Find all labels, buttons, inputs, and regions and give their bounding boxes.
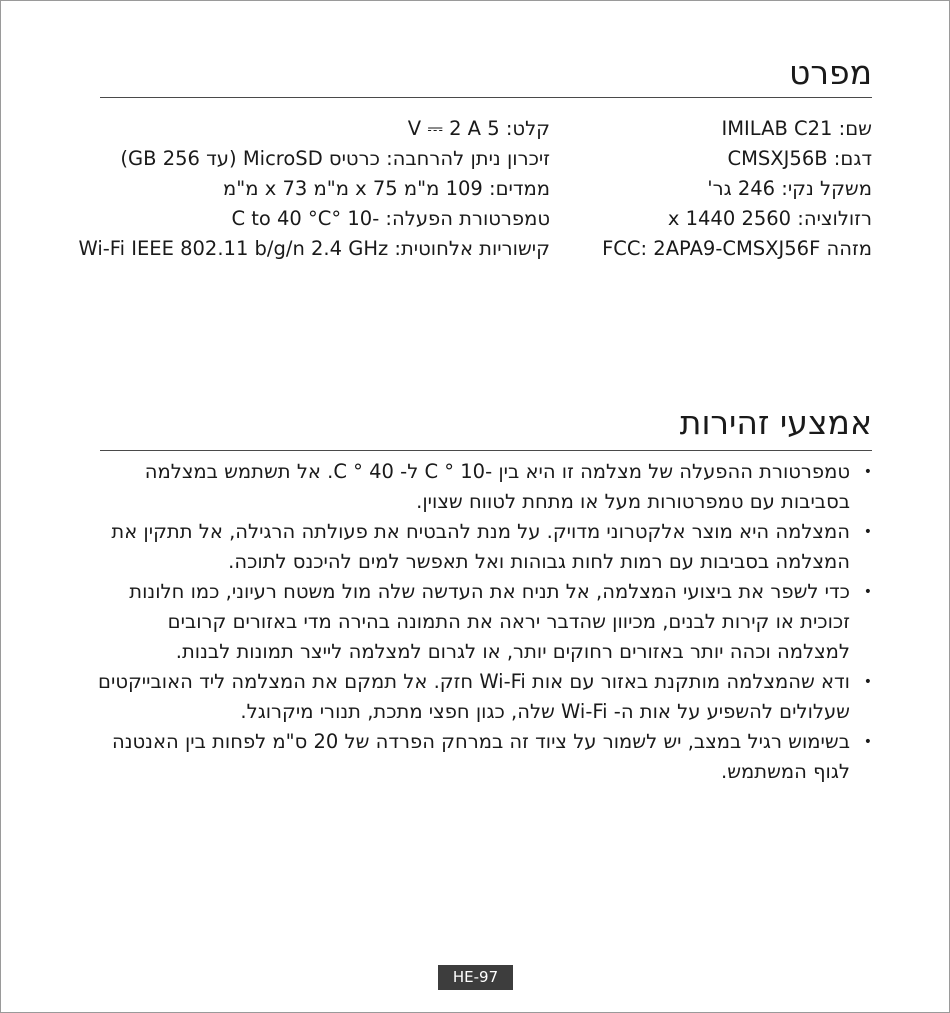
safety-heading: אמצעי זהירות (679, 403, 872, 442)
safety-item-humidity (97, 517, 872, 577)
spec-operating-temperature: טמפרטורת הפעלה: -10 °C to 40 °C (231, 207, 550, 230)
bullet-icon: • (863, 674, 872, 690)
bullet-icon: • (863, 524, 872, 540)
spec-resolution: רזולוציה: 2560 x 1440 (667, 207, 872, 230)
page-number-badge: HE-97 (438, 965, 513, 990)
specs-heading: מפרט (788, 53, 872, 92)
spec-dimensions: ממדים: 109 מ"מ x 75 מ"מ x 73 מ"מ (223, 177, 550, 200)
safety-item-text: טמפרטורת ההפעלה של מצלמה זו היא בין -10 ° C ל- 40 ° C. אל תשתמש במצלמה בסביבות עם טמפרטורות מעל או מתחת לטווח שצוין. (144, 460, 850, 513)
safety-list (97, 457, 872, 787)
spec-fcc-id: מזהה FCC: 2APA9-CMSXJ56F (602, 237, 872, 260)
specs-column-secondary (80, 114, 550, 264)
specs-divider (100, 97, 872, 98)
safety-divider (100, 450, 872, 451)
bullet-icon: • (863, 464, 872, 480)
spec-net-weight: משקל נקי: 246 גר' (707, 177, 872, 200)
safety-item-text: ודא שהמצלמה מותקנת באזור עם אות Wi-Fi חזק. אל תמקם את המצלמה ליד האובייקטים שעלולים להשפיע על אות ה- Wi-Fi שלה, כגון חפצי מתכת, תנורי מיקרוגל. (98, 670, 850, 723)
spec-expandable-storage: זיכרון ניתן להרחבה: כרטיס MicroSD (עד 256 GB) (120, 147, 550, 170)
safety-item-text: בשימוש רגיל במצב, יש לשמור על ציוד זה במרחק הפרדה של 20 ס"מ לפחות בין האנטנה לגוף המשתמש. (111, 730, 850, 783)
spec-wireless-connectivity: קישוריות אלחוטית: Wi-Fi IEEE 802.11 b/g/n 2.4 GHz (78, 237, 550, 260)
safety-item-text: כדי לשפר את ביצועי המצלמה, אל תניח את העדשה שלה מול משטח רעיוני, כמו חלונות זכוכית או קירות לבנים, מכיוון שהדבר יראה את התמונה בהירה מדי באזורים קרובים למצלמה וכהה יותר באזורים רחוקים יותר, או לגרום למצלמה לייצר תמונות לבנות. (129, 580, 850, 663)
bullet-icon: • (863, 734, 872, 750)
safety-item-separation-distance (97, 727, 872, 787)
safety-item-lens-placement (97, 577, 872, 667)
spec-name: שם: IMILAB C21 (721, 117, 872, 140)
specs-column-primary (552, 114, 872, 264)
spec-model: דגם: CMSXJ56B (727, 147, 872, 170)
bullet-icon: • (863, 584, 872, 600)
safety-item-wifi-signal (97, 667, 872, 727)
safety-item-text: המצלמה היא מוצר אלקטרוני מדויק. על מנת להבטיח את פעולתה הרגילה, אל תתקין את המצלמה בסביבות עם רמות לחות גבוהות ואל תאפשר למים להיכנס לתוכה. (111, 520, 850, 573)
spec-input: קלט: 5 V ⎓ 2 A (407, 117, 550, 140)
safety-item-temperature (97, 457, 872, 517)
